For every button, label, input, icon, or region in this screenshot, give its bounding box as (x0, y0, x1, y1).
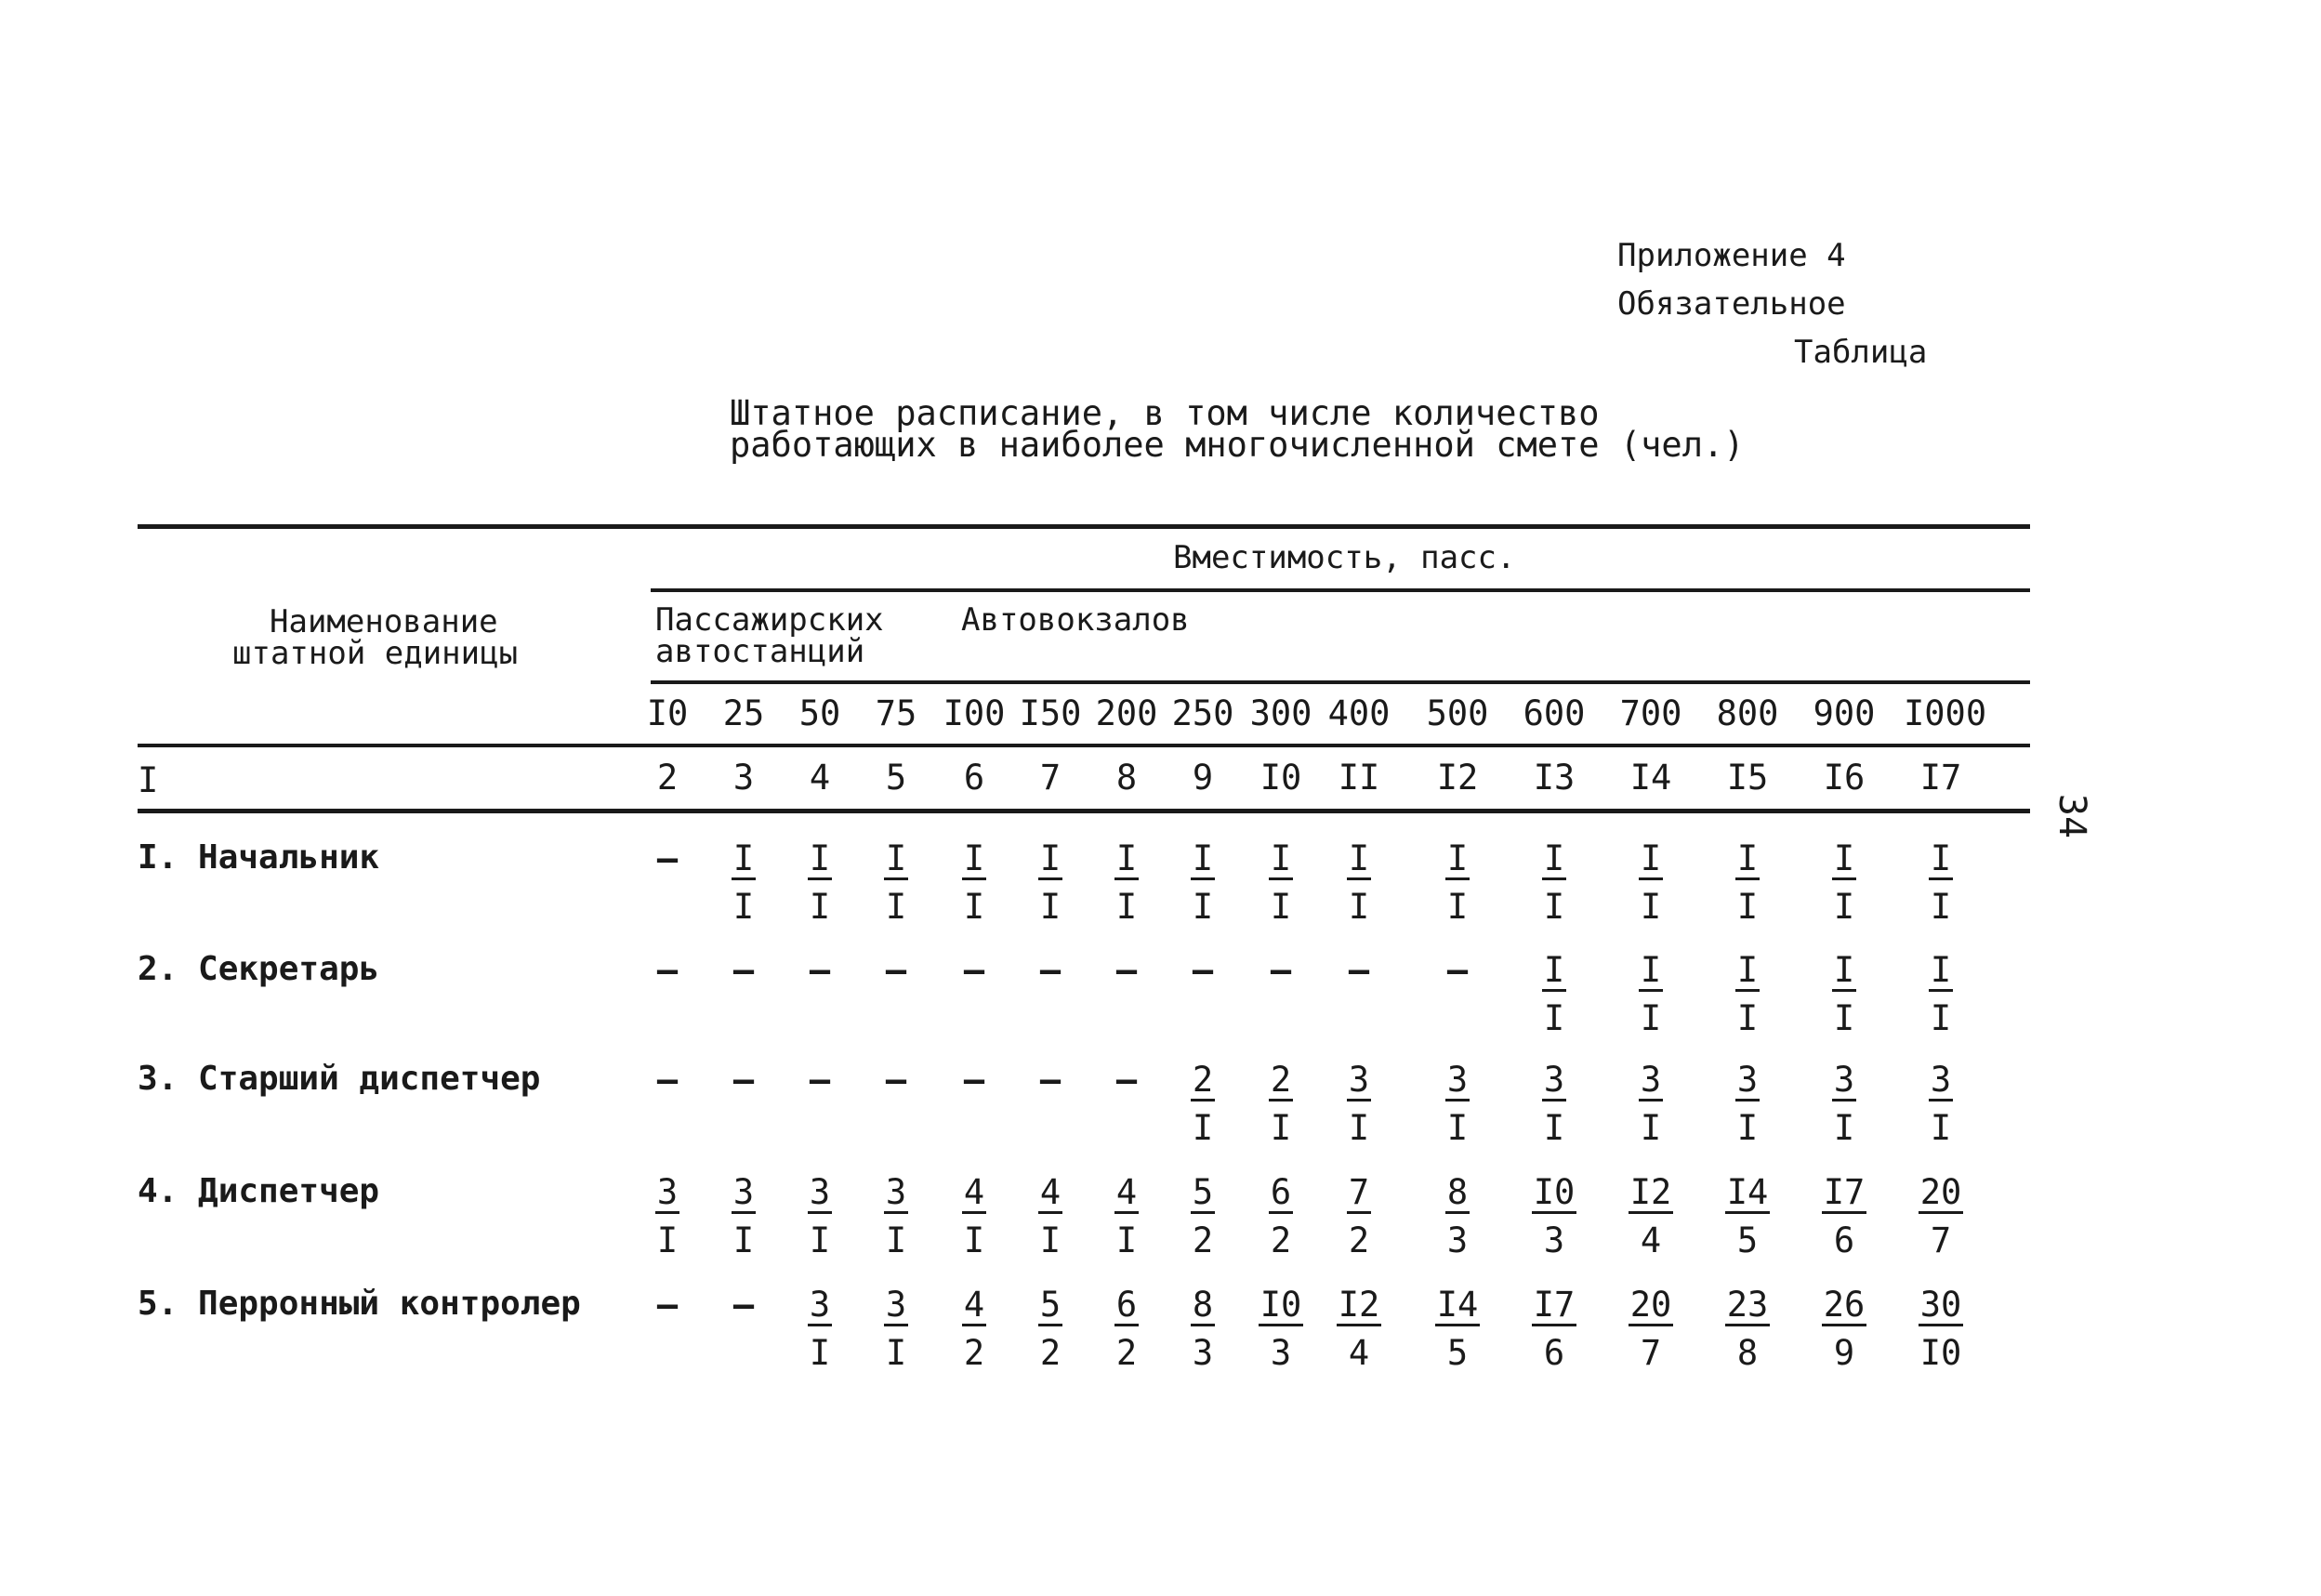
capacity-value: 600 (1523, 693, 1586, 733)
capacity-value: 300 (1249, 693, 1312, 733)
fraction-numerator: I (1543, 838, 1565, 878)
header-bottom-rule (138, 744, 2030, 747)
fraction-cell (1089, 1172, 1164, 1260)
column-index: I0 (1259, 758, 1302, 798)
fraction-cell (1614, 838, 1688, 927)
fraction-numerator: 3 (1736, 1060, 1759, 1100)
fraction-numerator: 6 (1270, 1172, 1292, 1212)
empty-cell-dash: – (809, 1060, 831, 1100)
fraction-denominator: I (1640, 998, 1662, 1038)
fraction-denominator: I (1833, 1108, 1855, 1148)
fraction-denominator: I (1930, 1108, 1952, 1148)
fraction-cell (859, 1285, 933, 1373)
column-index: 3 (732, 758, 755, 798)
column-index: I5 (1726, 758, 1769, 798)
fraction-numerator: I (1348, 838, 1370, 878)
empty-cell-dash: – (732, 950, 755, 990)
column-index: 2 (656, 758, 679, 798)
fraction-denominator: 3 (1270, 1333, 1292, 1373)
fraction-numerator: 3 (885, 1285, 907, 1325)
fraction-numerator: I (885, 838, 907, 878)
fraction-cell (783, 838, 857, 927)
fraction-denominator: I (809, 1220, 831, 1260)
column-index: I2 (1436, 758, 1479, 798)
fraction-denominator: I (732, 1220, 755, 1260)
fraction-numerator: I2 (1338, 1285, 1380, 1325)
empty-cell-dash: – (1270, 950, 1292, 990)
fraction-denominator: 7 (1930, 1220, 1952, 1260)
fraction-cell (1166, 1285, 1240, 1373)
fraction-cell (937, 1285, 1011, 1373)
column-index: I6 (1823, 758, 1866, 798)
fraction-cell (937, 1172, 1011, 1260)
capacity-value: 75 (875, 693, 917, 733)
fraction-numerator: 4 (963, 1285, 985, 1325)
fraction-numerator: I0 (1533, 1172, 1576, 1212)
fraction-denominator: I (885, 887, 907, 927)
fraction-numerator: 4 (1039, 1172, 1062, 1212)
empty-cell-dash: – (656, 838, 679, 878)
fraction-numerator: 5 (1039, 1285, 1062, 1325)
fraction-cell (1517, 1285, 1591, 1373)
fraction-cell (1614, 1060, 1688, 1148)
empty-cell-dash: – (809, 950, 831, 990)
fraction-numerator: I (1543, 950, 1565, 990)
fraction-cell (1420, 1172, 1495, 1260)
fraction-denominator: I (809, 887, 831, 927)
fraction-cell (1244, 1060, 1318, 1148)
empty-cell-dash: – (1039, 950, 1062, 990)
column-index: I4 (1629, 758, 1672, 798)
fraction-cell (859, 1172, 933, 1260)
fraction-denominator: I (1039, 1220, 1062, 1260)
fraction-numerator: 20 (1629, 1285, 1672, 1325)
fraction-denominator: I (1348, 1108, 1370, 1148)
fraction-numerator: 5 (1192, 1172, 1214, 1212)
fraction-cell (1904, 1172, 1978, 1260)
group-passenger-stations-line2: автостанций (655, 633, 865, 670)
fraction-denominator: I (1833, 998, 1855, 1038)
empty-cell-dash: – (656, 1060, 679, 1100)
index-bottom-rule (138, 809, 2030, 813)
fraction-numerator: 7 (1348, 1172, 1370, 1212)
fraction-cell (1244, 1285, 1318, 1373)
fraction-denominator: 8 (1736, 1333, 1759, 1373)
fraction-denominator: I (732, 887, 755, 927)
fraction-cell (1807, 1285, 1881, 1373)
fraction-cell (1710, 1060, 1785, 1148)
column-index-first: I (138, 760, 159, 800)
fraction-cell (1614, 1172, 1688, 1260)
fraction-denominator: I (1270, 1108, 1292, 1148)
fraction-cell (859, 838, 933, 927)
fraction-cell (1710, 1285, 1785, 1373)
fraction-numerator: I (1640, 838, 1662, 878)
fraction-numerator: 3 (1930, 1060, 1952, 1100)
column-index: 5 (885, 758, 907, 798)
fraction-denominator: 5 (1736, 1220, 1759, 1260)
fraction-numerator: 2 (1192, 1060, 1214, 1100)
fraction-denominator: 7 (1640, 1333, 1662, 1373)
column-index: I3 (1533, 758, 1576, 798)
fraction-denominator: I (1543, 887, 1565, 927)
column-index: I7 (1919, 758, 1962, 798)
capacity-value: 700 (1619, 693, 1682, 733)
empty-cell-dash: – (1115, 1060, 1138, 1100)
document-title-line2: работающих в наиболее многочисленной смете (чел.) (730, 425, 1745, 465)
fraction-cell (1322, 1285, 1396, 1373)
fraction-numerator: I2 (1629, 1172, 1672, 1212)
fraction-denominator: I (963, 1220, 985, 1260)
name-header: Наименование (270, 603, 498, 640)
fraction-denominator: I (1930, 998, 1952, 1038)
fraction-numerator: I (1833, 838, 1855, 878)
empty-cell-dash: – (1039, 1060, 1062, 1100)
fraction-cell (706, 1172, 781, 1260)
fraction-cell (1166, 1060, 1240, 1148)
fraction-numerator: 23 (1726, 1285, 1769, 1325)
fraction-denominator: I (656, 1220, 679, 1260)
column-index: 4 (809, 758, 831, 798)
empty-cell-dash: – (732, 1285, 755, 1325)
capacity-value: I50 (1019, 693, 1082, 733)
fraction-numerator: 3 (1446, 1060, 1469, 1100)
fraction-cell (1807, 1060, 1881, 1148)
fraction-numerator: I (732, 838, 755, 878)
group-passenger-stations: Пассажирских (655, 601, 884, 639)
fraction-cell (1013, 838, 1088, 927)
fraction-denominator: I0 (1919, 1333, 1962, 1373)
fraction-denominator: 2 (1115, 1333, 1138, 1373)
column-index: 8 (1115, 758, 1138, 798)
fraction-cell (1710, 1172, 1785, 1260)
capacity-value: 250 (1171, 693, 1234, 733)
fraction-cell (1904, 838, 1978, 927)
empty-cell-dash: – (656, 1285, 679, 1325)
capacity-rule (651, 588, 2030, 592)
fraction-denominator: I (1192, 887, 1214, 927)
fraction-cell (1244, 838, 1318, 927)
fraction-numerator: 3 (809, 1172, 831, 1212)
fraction-denominator: 2 (1192, 1220, 1214, 1260)
fraction-cell (1322, 838, 1396, 927)
fraction-numerator: 3 (732, 1172, 755, 1212)
fraction-numerator: I (1833, 950, 1855, 990)
fraction-denominator: I (1270, 887, 1292, 927)
fraction-cell (1807, 950, 1881, 1038)
page-number: 34 (2051, 793, 2094, 839)
group-bus-terminals: Автовокзалов (961, 601, 1190, 639)
fraction-numerator: I (1446, 838, 1469, 878)
fraction-cell (1013, 1285, 1088, 1373)
fraction-denominator: I (885, 1220, 907, 1260)
fraction-cell (1322, 1060, 1396, 1148)
capacity-value: I00 (943, 693, 1006, 733)
row-name: 3. Старший диспетчер (138, 1060, 541, 1098)
empty-cell-dash: – (963, 1060, 985, 1100)
fraction-denominator: I (1446, 1108, 1469, 1148)
fraction-cell (1013, 1172, 1088, 1260)
fraction-denominator: I (1736, 887, 1759, 927)
fraction-denominator: 3 (1543, 1220, 1565, 1260)
fraction-cell (1089, 1285, 1164, 1373)
fraction-denominator: 3 (1446, 1220, 1469, 1260)
fraction-numerator: I (809, 838, 831, 878)
appendix-status: Обязательное (1617, 285, 1846, 323)
fraction-numerator: I4 (1726, 1172, 1769, 1212)
empty-cell-dash: – (1348, 950, 1370, 990)
capacity-value: 25 (722, 693, 765, 733)
fraction-numerator: I0 (1259, 1285, 1302, 1325)
fraction-denominator: 5 (1446, 1333, 1469, 1373)
fraction-cell (1089, 838, 1164, 927)
fraction-denominator: 9 (1833, 1333, 1855, 1373)
fraction-denominator: 2 (1348, 1220, 1370, 1260)
empty-cell-dash: – (1446, 950, 1469, 990)
fraction-denominator: I (1640, 887, 1662, 927)
fraction-numerator: I (1115, 838, 1138, 878)
empty-cell-dash: – (1192, 950, 1214, 990)
fraction-cell (1517, 950, 1591, 1038)
fraction-numerator: I (1039, 838, 1062, 878)
fraction-denominator: 3 (1192, 1333, 1214, 1373)
empty-cell-dash: – (963, 950, 985, 990)
capacity-value: 500 (1426, 693, 1489, 733)
fraction-cell (1420, 838, 1495, 927)
fraction-cell (1166, 1172, 1240, 1260)
fraction-numerator: 8 (1192, 1285, 1214, 1325)
fraction-cell (1614, 1285, 1688, 1373)
fraction-numerator: I (1930, 950, 1952, 990)
fraction-denominator: I (1736, 998, 1759, 1038)
fraction-numerator: 4 (1115, 1172, 1138, 1212)
capacity-value: 200 (1095, 693, 1158, 733)
fraction-numerator: 3 (1543, 1060, 1565, 1100)
fraction-denominator: I (1446, 887, 1469, 927)
fraction-cell (1517, 1060, 1591, 1148)
fraction-numerator: I (1736, 950, 1759, 990)
capacity-header: Вместимость, пасс. (1173, 539, 1516, 576)
empty-cell-dash: – (732, 1060, 755, 1100)
fraction-cell (1166, 838, 1240, 927)
fraction-denominator: 2 (1039, 1333, 1062, 1373)
table-top-rule (138, 524, 2030, 529)
fraction-numerator: I7 (1533, 1285, 1576, 1325)
fraction-numerator: 3 (1833, 1060, 1855, 1100)
fraction-numerator: 3 (656, 1172, 679, 1212)
fraction-cell (1710, 838, 1785, 927)
fraction-denominator: 4 (1640, 1220, 1662, 1260)
fraction-numerator: 8 (1446, 1172, 1469, 1212)
fraction-cell (1420, 1285, 1495, 1373)
fraction-denominator: I (1348, 887, 1370, 927)
fraction-numerator: I7 (1823, 1172, 1866, 1212)
fraction-denominator: I (809, 1333, 831, 1373)
fraction-denominator: I (1192, 1108, 1214, 1148)
fraction-cell (1517, 1172, 1591, 1260)
fraction-denominator: I (1543, 998, 1565, 1038)
fraction-numerator: 3 (885, 1172, 907, 1212)
document-title-line1: Штатное расписание, в том числе количество (730, 393, 1600, 433)
fraction-cell (783, 1172, 857, 1260)
fraction-numerator: I (1270, 838, 1292, 878)
column-index: II (1338, 758, 1380, 798)
fraction-numerator: I (1736, 838, 1759, 878)
fraction-denominator: I (1543, 1108, 1565, 1148)
fraction-denominator: I (1736, 1108, 1759, 1148)
fraction-cell (1807, 1172, 1881, 1260)
fraction-numerator: 3 (809, 1285, 831, 1325)
fraction-numerator: 3 (1640, 1060, 1662, 1100)
fraction-numerator: I4 (1436, 1285, 1479, 1325)
fraction-numerator: 26 (1823, 1285, 1866, 1325)
empty-cell-dash: – (885, 950, 907, 990)
fraction-numerator: 2 (1270, 1060, 1292, 1100)
capacity-value: I000 (1904, 693, 1987, 733)
fraction-numerator: I (1930, 838, 1952, 878)
fraction-cell (1904, 1060, 1978, 1148)
capacity-value: 50 (798, 693, 841, 733)
capacity-value: 900 (1813, 693, 1876, 733)
fraction-numerator: 20 (1919, 1172, 1962, 1212)
column-index: 7 (1039, 758, 1062, 798)
row-name: 5. Перронный контролер (138, 1285, 581, 1323)
column-index: 9 (1192, 758, 1214, 798)
fraction-cell (630, 1172, 705, 1260)
fraction-cell (1904, 1285, 1978, 1373)
fraction-numerator: 4 (963, 1172, 985, 1212)
row-name: 4. Диспетчер (138, 1172, 380, 1210)
fraction-numerator: 6 (1115, 1285, 1138, 1325)
fraction-denominator: I (1640, 1108, 1662, 1148)
fraction-denominator: I (1833, 887, 1855, 927)
fraction-cell (706, 838, 781, 927)
fraction-cell (1710, 950, 1785, 1038)
fraction-cell (1614, 950, 1688, 1038)
capacity-value: 400 (1327, 693, 1391, 733)
empty-cell-dash: – (1115, 950, 1138, 990)
fraction-denominator: 4 (1348, 1333, 1370, 1373)
fraction-denominator: 2 (1270, 1220, 1292, 1260)
capacity-value: I0 (646, 693, 689, 733)
appendix-label: Приложение 4 (1617, 237, 1846, 274)
capacity-value: 800 (1716, 693, 1779, 733)
name-header-line2: штатной единицы (232, 635, 519, 672)
fraction-denominator: 2 (963, 1333, 985, 1373)
fraction-denominator: I (885, 1333, 907, 1373)
row-name: 2. Секретарь (138, 950, 380, 988)
fraction-numerator: 30 (1919, 1285, 1962, 1325)
fraction-cell (1322, 1172, 1396, 1260)
fraction-denominator: 6 (1543, 1333, 1565, 1373)
fraction-cell (1807, 838, 1881, 927)
fraction-numerator: I (963, 838, 985, 878)
fraction-cell (1517, 838, 1591, 927)
fraction-cell (783, 1285, 857, 1373)
fraction-denominator: 6 (1833, 1220, 1855, 1260)
fraction-numerator: I (1640, 950, 1662, 990)
fraction-denominator: I (1930, 887, 1952, 927)
fraction-denominator: I (963, 887, 985, 927)
group-rule (651, 680, 2030, 684)
column-index: 6 (963, 758, 985, 798)
empty-cell-dash: – (656, 950, 679, 990)
fraction-cell (937, 838, 1011, 927)
fraction-cell (1904, 950, 1978, 1038)
fraction-numerator: I (1192, 838, 1214, 878)
fraction-denominator: I (1115, 887, 1138, 927)
row-name: I. Начальник (138, 838, 380, 877)
empty-cell-dash: – (885, 1060, 907, 1100)
fraction-cell (1420, 1060, 1495, 1148)
fraction-numerator: 3 (1348, 1060, 1370, 1100)
fraction-denominator: I (1039, 887, 1062, 927)
fraction-denominator: I (1115, 1220, 1138, 1260)
fraction-cell (1244, 1172, 1318, 1260)
table-label: Таблица (1794, 334, 1928, 371)
